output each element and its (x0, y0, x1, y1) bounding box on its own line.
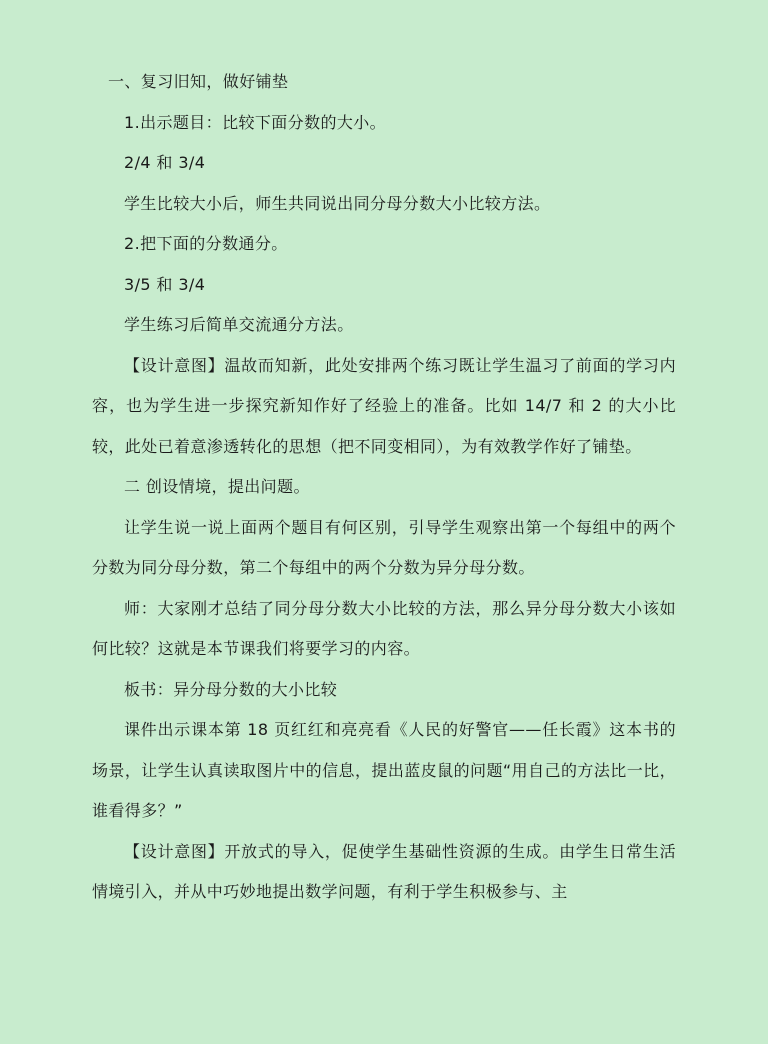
design-intent-tag: 【设计意图】 (124, 355, 225, 375)
paragraph-task-1: 1.出示题目：比较下面分数的大小。 (124, 112, 387, 132)
paragraph-fractions-2: 3/5 和 3/4 (124, 274, 206, 294)
design-intent-text: 温故而知新，此处安排两个练习既让学生温习了前面的学习内容，也为学生进一步探究新知作好了经验上的准备。比如 14/7 和 2 的大小比较，此处已着意渗透转化的思想（把不同变相同），为有效教学作好了铺垫。 (92, 355, 676, 456)
paragraph-fractions-1: 2/4 和 3/4 (124, 153, 206, 172)
design-intent-text: 开放式的导入，促使学生基础性资源的生成。由学生日常生活情境引入，并从中巧妙地提出数学问题，有利于学生积极参与、主 (92, 841, 676, 901)
paragraph-blackboard: 板书：异分母分数的大小比较 (124, 679, 338, 699)
paragraph-practice: 学生练习后简单交流通分方法。 (124, 315, 354, 334)
paragraph-task-2: 2.把下面的分数通分。 (124, 234, 288, 253)
paragraph-difference: 让学生说一说上面两个题目有何区别，引导学生观察出第一个每组中的两个分数为同分母分数，第二个每组中的两个分数为异分母分数。 (92, 517, 676, 577)
section-heading-1: 一、复习旧知，做好铺垫 (108, 72, 289, 91)
paragraph-design-intent-1 (92, 346, 676, 468)
paragraph-design-intent-2 (92, 832, 676, 913)
design-intent-tag: 【设计意图】 (124, 841, 225, 861)
section-heading-2: 二 创设情境，提出问题。 (124, 477, 310, 496)
paragraph-teacher: 师：大家刚才总结了同分母分数大小比较的方法，那么异分母分数大小该如何比较？这就是本节课我们将要学习的内容。 (92, 598, 676, 658)
paragraph-courseware: 课件出示课本第 18 页红红和亮亮看《人民的好警官——任长霞》这本书的场景，让学生认真读取图片中的信息，提出蓝皮鼠的问题“用自己的方法比一比，谁看得多？” (92, 720, 676, 820)
paragraph-compare-method: 学生比较大小后，师生共同说出同分母分数大小比较方法。 (124, 193, 551, 213)
